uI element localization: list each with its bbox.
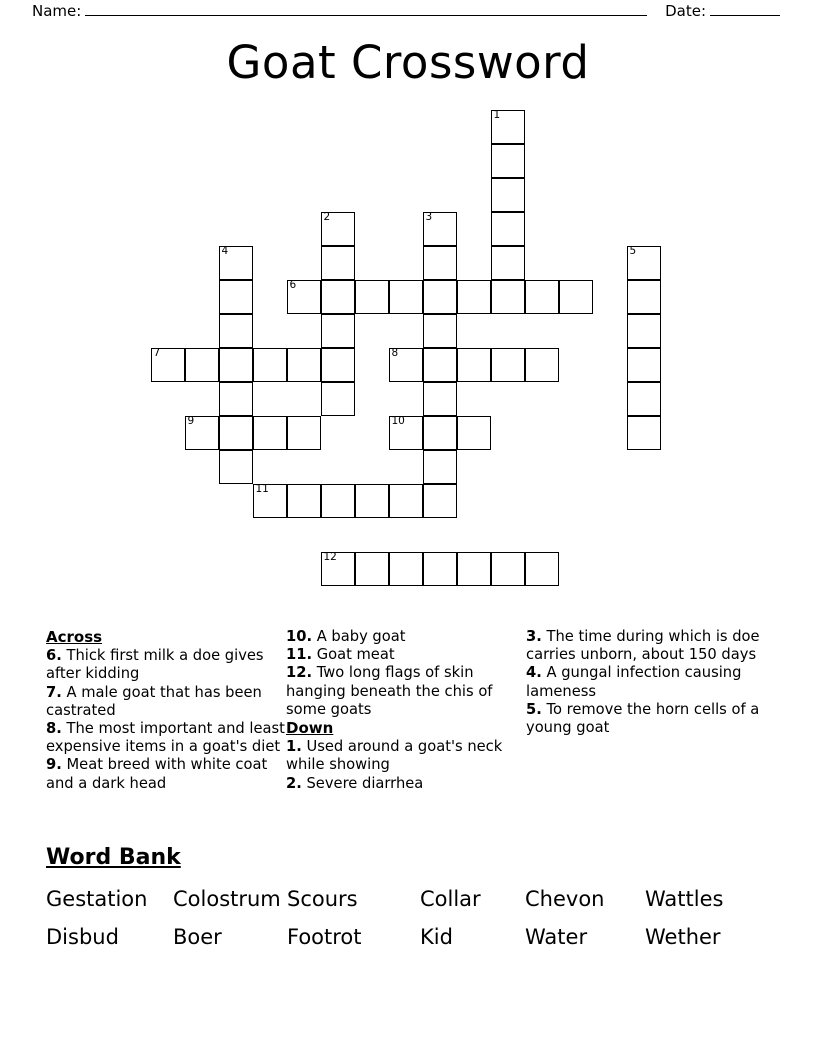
clues-column-2 xyxy=(286,628,526,793)
crossword-cell[interactable] xyxy=(253,416,287,450)
cell-number: 9 xyxy=(187,415,195,427)
crossword-cell[interactable] xyxy=(423,450,457,484)
cell-number: 1 xyxy=(493,109,501,121)
word-bank-word[interactable]: Water xyxy=(525,925,588,949)
clue-number: 2. xyxy=(286,774,302,792)
clue-number: 3. xyxy=(526,628,542,645)
word-bank-word[interactable]: Wether xyxy=(645,925,721,949)
clue-item xyxy=(286,738,526,774)
crossword-cell[interactable] xyxy=(491,212,525,246)
cell-number: 7 xyxy=(153,347,161,359)
clue-text: Thick first milk a doe gives after kidding xyxy=(46,647,264,683)
clue-item xyxy=(286,646,526,664)
word-bank-word[interactable]: Gestation xyxy=(46,887,148,911)
date-blank-line[interactable] xyxy=(710,2,780,16)
clue-item xyxy=(286,664,526,719)
clue-text: The most important and least expensive items in a goat's diet xyxy=(46,720,285,756)
crossword-cell[interactable] xyxy=(355,552,389,586)
crossword-cell[interactable] xyxy=(219,348,253,382)
crossword-cell[interactable] xyxy=(423,212,457,246)
clue-text: Used around a goat's neck while showing xyxy=(286,738,503,774)
crossword-cell[interactable] xyxy=(219,280,253,314)
crossword-cell[interactable] xyxy=(491,144,525,178)
cell-number: 2 xyxy=(323,211,331,223)
crossword-cell[interactable] xyxy=(355,484,389,518)
crossword-cell[interactable] xyxy=(491,348,525,382)
crossword-cell[interactable] xyxy=(287,280,321,314)
crossword-cell[interactable] xyxy=(423,280,457,314)
clue-text: A baby goat xyxy=(312,628,406,645)
clue-number: 10. xyxy=(286,628,313,645)
crossword-cell[interactable] xyxy=(355,280,389,314)
crossword-cell[interactable] xyxy=(287,416,321,450)
crossword-cell[interactable] xyxy=(321,348,355,382)
clue-text: Severe diarrhea xyxy=(301,774,424,792)
crossword-cell[interactable] xyxy=(423,246,457,280)
clue-text: To remove the horn cells of a young goat xyxy=(526,700,760,737)
word-bank-word[interactable]: Boer xyxy=(173,925,222,949)
crossword-cell[interactable] xyxy=(627,314,661,348)
word-bank-word[interactable]: Collar xyxy=(420,887,481,911)
crossword-cell[interactable] xyxy=(525,280,559,314)
clue-text: Meat breed with white coat and a dark head xyxy=(46,756,268,792)
crossword-cell[interactable] xyxy=(219,314,253,348)
crossword-cell[interactable] xyxy=(321,314,355,348)
crossword-cell[interactable] xyxy=(253,348,287,382)
crossword-cell[interactable] xyxy=(627,348,661,382)
crossword-cell[interactable] xyxy=(457,416,491,450)
crossword-cell[interactable] xyxy=(525,348,559,382)
crossword-cell[interactable] xyxy=(491,178,525,212)
clue-number: 11. xyxy=(286,646,313,664)
word-bank-word[interactable]: Footrot xyxy=(287,925,362,949)
crossword-cell[interactable] xyxy=(389,484,423,518)
clue-item xyxy=(526,701,770,737)
crossword-cell[interactable] xyxy=(423,484,457,518)
clue-item xyxy=(286,775,526,793)
word-bank-heading: Word Bank xyxy=(46,845,181,870)
clue-item xyxy=(46,756,286,792)
word-bank-word[interactable]: Wattles xyxy=(645,887,724,911)
clue-number: 12. xyxy=(286,664,313,682)
clues-section xyxy=(46,628,770,793)
clue-item xyxy=(46,684,286,720)
cell-number: 3 xyxy=(425,211,433,223)
name-date-line xyxy=(32,2,784,20)
name-label: Name: xyxy=(32,2,82,20)
crossword-cell[interactable] xyxy=(389,280,423,314)
crossword-cell[interactable] xyxy=(627,416,661,450)
crossword-cell[interactable] xyxy=(627,382,661,416)
clues-column-1 xyxy=(46,628,286,793)
clue-item xyxy=(286,628,526,646)
clue-text: A gungal infection causing lameness xyxy=(526,664,742,700)
cell-number: 12 xyxy=(323,551,337,563)
crossword-cell[interactable] xyxy=(491,110,525,144)
crossword-cell[interactable] xyxy=(321,484,355,518)
clue-text: Goat meat xyxy=(312,646,395,664)
cell-number: 6 xyxy=(289,279,297,291)
word-bank xyxy=(46,880,770,956)
crossword-cell[interactable] xyxy=(389,552,423,586)
crossword-cell[interactable] xyxy=(321,246,355,280)
cell-number: 5 xyxy=(629,245,637,257)
crossword-cell[interactable] xyxy=(457,280,491,314)
page-title: Goat Crossword xyxy=(226,36,590,89)
word-bank-row xyxy=(46,880,770,918)
clue-number: 8. xyxy=(46,720,62,738)
clue-text: The time during which is doe carries unborn, about 150 days xyxy=(526,628,760,664)
word-bank-row xyxy=(46,918,770,956)
crossword-cell[interactable] xyxy=(389,416,423,450)
crossword-cell[interactable] xyxy=(321,280,355,314)
crossword-cell[interactable] xyxy=(321,552,355,586)
cell-number: 11 xyxy=(255,483,269,495)
crossword-cell[interactable] xyxy=(627,246,661,280)
crossword-cell[interactable] xyxy=(151,348,185,382)
crossword-cell[interactable] xyxy=(525,552,559,586)
crossword-cell[interactable] xyxy=(219,246,253,280)
crossword-cell[interactable] xyxy=(423,382,457,416)
word-bank-word[interactable]: Scours xyxy=(287,887,358,911)
down-heading: Down xyxy=(286,719,334,738)
crossword-cell[interactable] xyxy=(457,348,491,382)
clue-number: 6. xyxy=(46,647,62,665)
crossword-cell[interactable] xyxy=(491,552,525,586)
crossword-cell[interactable] xyxy=(219,416,253,450)
crossword-cell[interactable] xyxy=(321,382,355,416)
crossword-cell[interactable] xyxy=(423,552,457,586)
word-bank-word[interactable]: Kid xyxy=(420,925,453,949)
crossword-cell[interactable] xyxy=(185,416,219,450)
crossword-cell[interactable] xyxy=(457,552,491,586)
crossword-cell[interactable] xyxy=(253,484,287,518)
clue-item xyxy=(526,664,770,700)
date-label: Date: xyxy=(665,2,706,20)
crossword-cell[interactable] xyxy=(219,382,253,416)
word-bank-word[interactable]: Colostrum xyxy=(173,887,281,911)
crossword-cell[interactable] xyxy=(219,450,253,484)
crossword-cell[interactable] xyxy=(287,484,321,518)
clue-item xyxy=(46,647,286,683)
clue-item xyxy=(46,720,286,756)
cell-number: 8 xyxy=(391,347,399,359)
name-blank-line[interactable] xyxy=(85,2,647,16)
word-bank-word[interactable]: Chevon xyxy=(525,887,605,911)
crossword-cell[interactable] xyxy=(491,246,525,280)
cell-number: 4 xyxy=(221,245,229,257)
clue-number: 5. xyxy=(526,700,542,718)
clue-item xyxy=(526,628,770,664)
crossword-cell[interactable] xyxy=(627,280,661,314)
clue-text: A male goat that has been castrated xyxy=(46,683,262,719)
crossword-cell[interactable] xyxy=(491,280,525,314)
across-heading: Across xyxy=(46,628,103,646)
clue-text: Two long flags of skin hanging beneath the chis of some goats xyxy=(286,664,493,718)
crossword-cell[interactable] xyxy=(321,212,355,246)
crossword-cell[interactable] xyxy=(559,280,593,314)
clue-number: 7. xyxy=(46,683,62,701)
word-bank-word[interactable]: Disbud xyxy=(46,925,119,949)
crossword-cell[interactable] xyxy=(389,348,423,382)
clues-column-3 xyxy=(526,628,770,793)
crossword-cell[interactable] xyxy=(423,314,457,348)
crossword-cell[interactable] xyxy=(423,348,457,382)
cell-number: 10 xyxy=(391,415,405,427)
crossword-cell[interactable] xyxy=(287,348,321,382)
clue-number: 1. xyxy=(286,738,302,756)
clue-number: 9. xyxy=(46,756,62,774)
clue-number: 4. xyxy=(526,664,542,682)
crossword-cell[interactable] xyxy=(423,416,457,450)
crossword-cell[interactable] xyxy=(185,348,219,382)
